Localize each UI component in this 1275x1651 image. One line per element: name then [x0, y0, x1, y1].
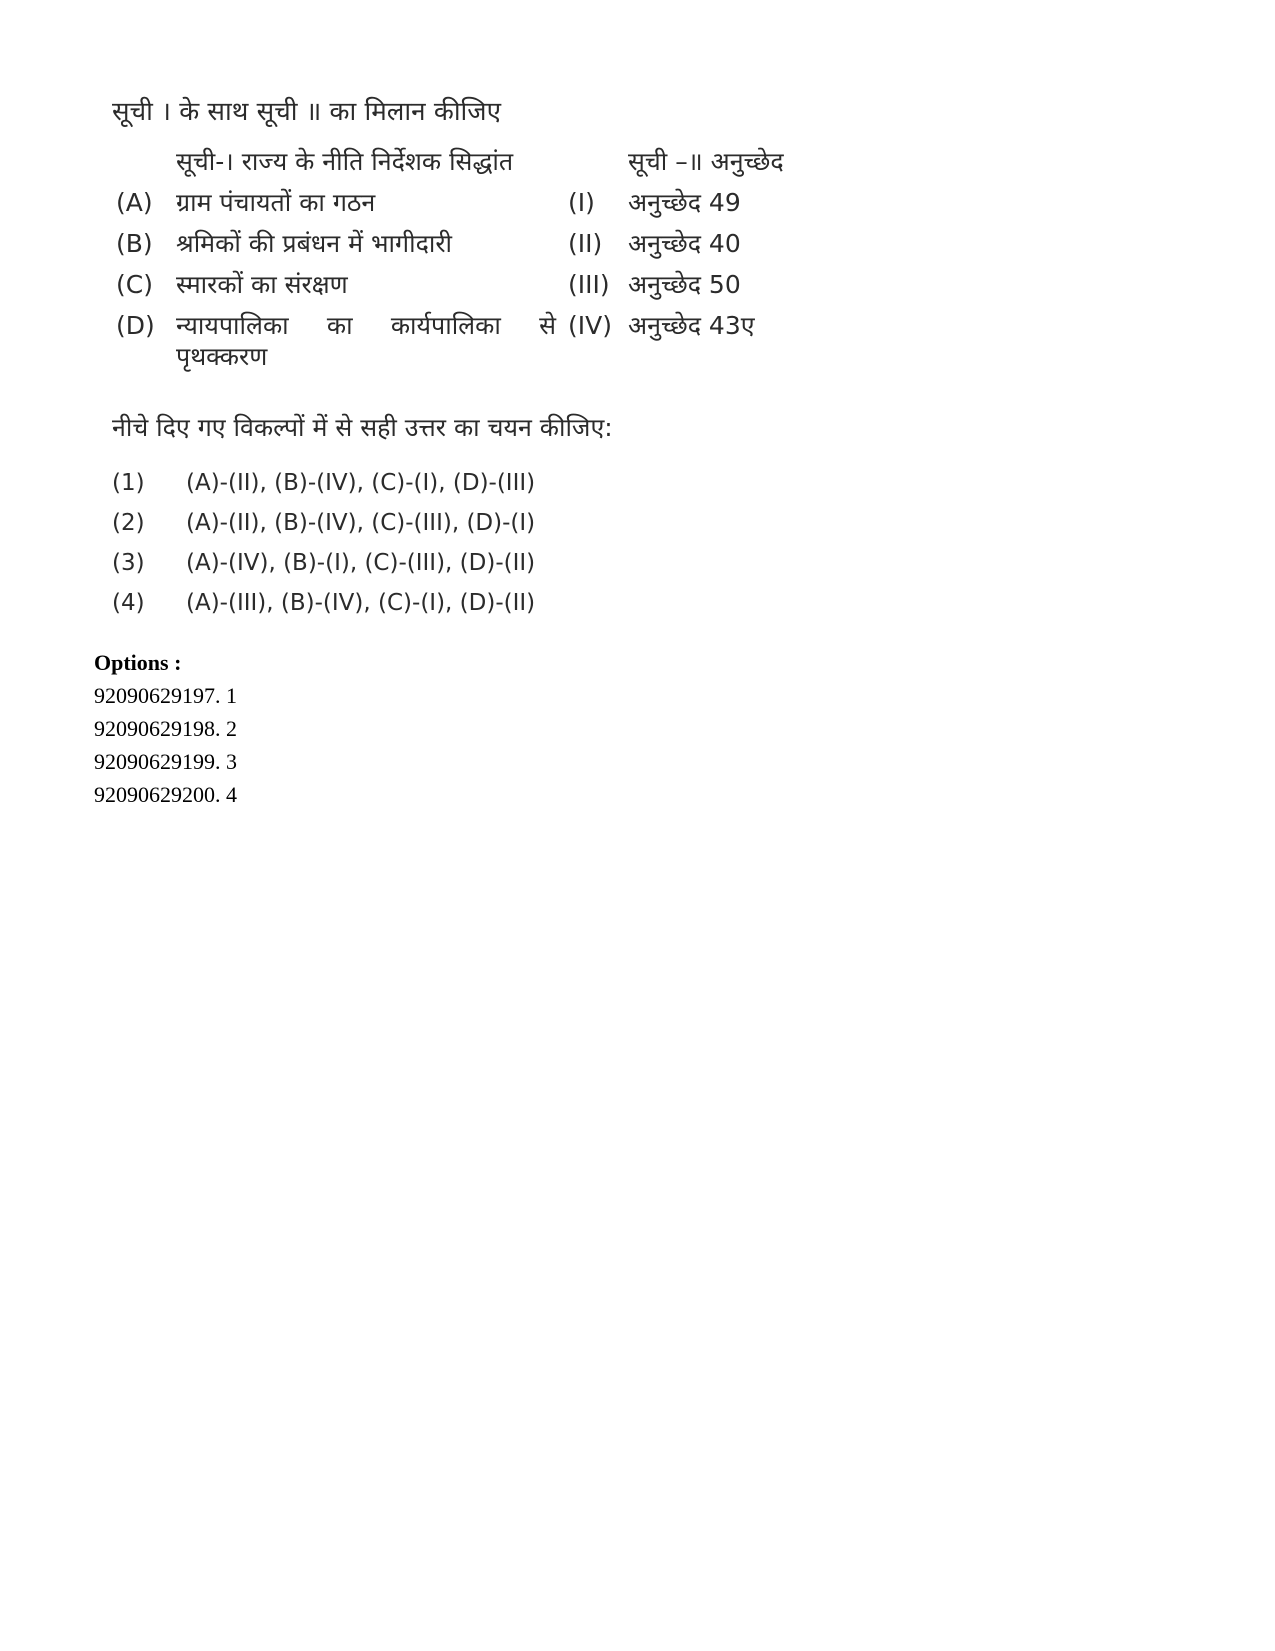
choice-number: (3) — [112, 550, 145, 576]
option-item: 92090629198. 2 — [94, 716, 237, 741]
row-roman: (IV) — [568, 311, 612, 340]
row-roman: (II) — [568, 229, 603, 258]
row-principle: श्रमिकों की प्रबंधन में भागीदारी — [176, 229, 453, 258]
row-letter: (B) — [116, 229, 153, 258]
option-item: 92090629200. 4 — [94, 782, 237, 807]
row-principle: ग्राम पंचायतों का गठन — [176, 188, 376, 217]
row-article: अनुच्छेद 49 — [628, 188, 741, 217]
row-roman: (I) — [568, 188, 595, 217]
match-row — [116, 310, 816, 372]
options-block — [94, 648, 237, 813]
answer-choices — [112, 468, 535, 628]
match-row — [116, 228, 816, 259]
instruction-text: नीचे दिए गए विकल्पों में से सही उत्तर का चयन कीजिए: — [112, 413, 613, 442]
match-table — [116, 146, 816, 372]
choice-number: (1) — [112, 470, 145, 496]
answer-choice — [112, 548, 535, 588]
row-letter: (C) — [116, 270, 153, 299]
answer-choice — [112, 588, 535, 628]
list-header-row — [116, 146, 816, 177]
row-principle: न्यायपालिका का कार्यपालिका से पृथक्करण — [176, 311, 556, 371]
answer-choice — [112, 468, 535, 508]
choice-text: (A)-(II), (B)-(IV), (C)-(III), (D)-(I) — [186, 510, 536, 536]
choice-text: (A)-(II), (B)-(IV), (C)-(I), (D)-(III) — [186, 470, 536, 496]
option-item: 92090629197. 1 — [94, 683, 237, 708]
choice-text: (A)-(III), (B)-(IV), (C)-(I), (D)-(II) — [186, 590, 536, 616]
row-article: अनुच्छेद 43ए — [628, 311, 755, 340]
question-title: सूची । के साथ सूची ॥ का मिलान कीजिए — [112, 97, 501, 127]
choice-number: (4) — [112, 590, 145, 616]
row-principle: स्मारकों का संरक्षण — [176, 270, 348, 299]
answer-choice — [112, 508, 535, 548]
list-2-header: सूची –॥ अनुच्छेद — [628, 147, 784, 176]
match-row — [116, 269, 816, 300]
row-article: अनुच्छेद 40 — [628, 229, 741, 258]
options-heading: Options : — [94, 650, 182, 675]
row-roman: (III) — [568, 270, 610, 299]
row-letter: (A) — [116, 188, 153, 217]
list-1-header: सूची-। राज्य के नीति निर्देशक सिद्धांत — [176, 147, 514, 176]
choice-text: (A)-(IV), (B)-(I), (C)-(III), (D)-(II) — [186, 550, 536, 576]
choice-number: (2) — [112, 510, 145, 536]
match-row — [116, 187, 816, 218]
row-article: अनुच्छेद 50 — [628, 270, 741, 299]
row-letter: (D) — [116, 311, 155, 340]
option-item: 92090629199. 3 — [94, 749, 237, 774]
